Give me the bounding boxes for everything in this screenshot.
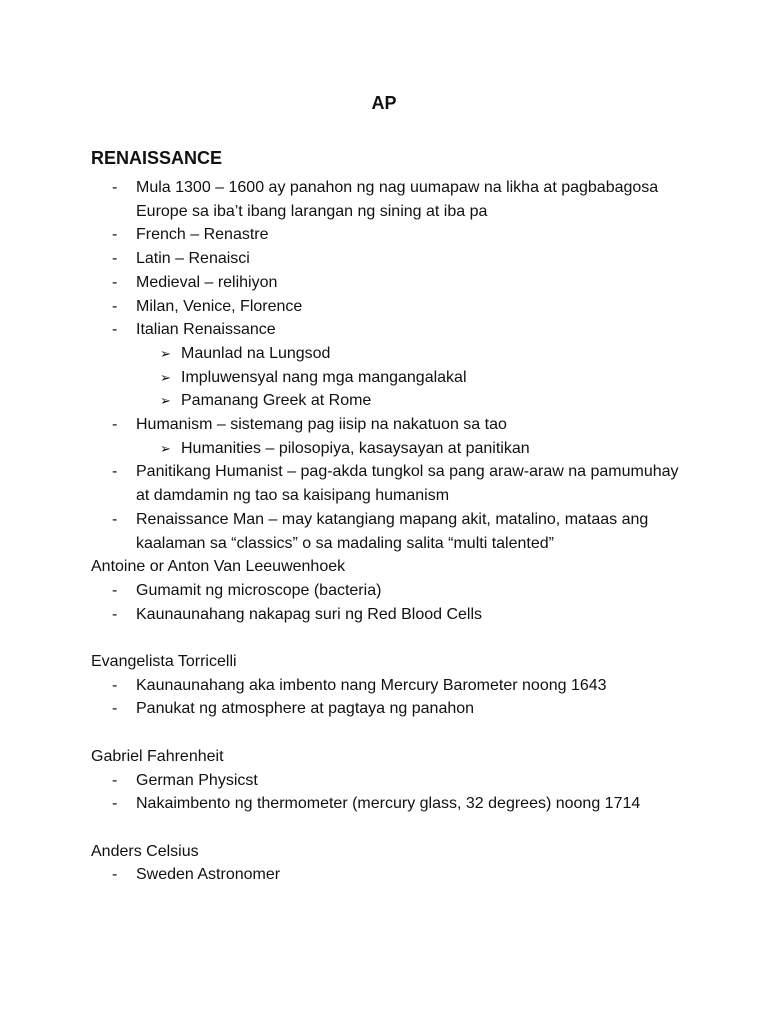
list-item [91,460,691,507]
list-item [91,318,691,342]
list-item [91,413,691,437]
list-item-text: Humanism – sistemang pag iisip na nakatuon sa tao [136,416,507,434]
list-item-text: Nakaimbento ng thermometer (mercury glass, 32 degrees) noong 1714 [136,795,641,813]
sub-list-item-text: Humanities – pilosopiya, kasaysayan at panitikan [181,439,530,457]
arrow-bullet-icon: ➢ [160,369,171,385]
list-item-text: Medieval – relihiyon [136,273,278,291]
spacer [91,816,691,840]
dash-bullet: - [112,273,118,291]
dash-bullet: - [112,250,118,268]
list-item [91,863,691,887]
document-content [91,176,691,887]
dash-bullet: - [112,297,118,315]
list-item [91,697,691,721]
list-item-text: Gumamit ng microscope (bacteria) [136,581,382,599]
list-item [91,508,691,555]
sub-list-item-text: Impluwensyal nang mga mangangalakal [181,368,467,386]
person-name: Evangelista Torricelli [91,653,237,671]
list-item-text: Latin – Renaisci [136,250,250,268]
arrow-bullet-icon: ➢ [160,393,171,409]
list-item [91,674,691,698]
arrow-bullet-icon: ➢ [160,345,171,361]
list-item [91,579,691,603]
dash-bullet: - [112,321,118,339]
dash-bullet: - [112,866,118,884]
list-item-text: German Physicst [136,771,258,789]
person-name: Gabriel Fahrenheit [91,747,224,765]
list-item-text: Panitikang Humanist – pag-akda tungkol sa pang araw-araw na pamumuhay at damdamin ng tao sa kaisipang humanism [136,463,679,505]
list-item-text: Renaissance Man – may katangiang mapang akit, matalino, mataas ang kaalaman sa “classics” o sa madaling salita “multi talented” [136,510,649,552]
list-item-text: French – Renastre [136,226,269,244]
list-item-text: Kaunaunahang nakapag suri ng Red Blood Cells [136,605,483,623]
list-item-text: Panukat ng atmosphere at pagtaya ng panahon [136,700,475,718]
dash-bullet: - [112,605,118,623]
dash-bullet: - [112,463,118,481]
person-name: Anders Celsius [91,842,199,860]
list-item [91,769,691,793]
section-heading: RENAISSANCE [91,148,223,168]
list-item-text: Milan, Venice, Florence [136,297,303,315]
list-item-text: Kaunaunahang aka imbento nang Mercury Barometer noong 1643 [136,676,607,694]
dash-bullet: - [112,700,118,718]
dash-bullet: - [112,795,118,813]
person-name: Antoine or Anton Van Leeuwenhoek [91,558,346,576]
list-item [91,295,691,319]
list-item [91,247,691,271]
sub-list-item [91,437,691,461]
sub-list-item-text: Maunlad na Lungsod [181,344,331,362]
arrow-bullet-icon: ➢ [160,440,171,456]
list-item-text: Sweden Astronomer [136,866,281,884]
list-item [91,271,691,295]
dash-bullet: - [112,226,118,244]
dash-bullet: - [112,581,118,599]
list-item [91,603,691,627]
sub-list-item [91,366,691,390]
list-item [91,223,691,247]
spacer [91,721,691,745]
list-item [91,176,691,223]
sub-list-item-text: Pamanang Greek at Rome [181,392,372,410]
spacer [91,626,691,650]
dash-bullet: - [112,179,118,196]
dash-bullet: - [112,771,118,789]
list-item-text: Mula 1300 – 1600 ay panahon ng nag uumapaw na likha at pagbabagosa Europe sa iba’t ibang larangan ng sining at iba pa [136,179,659,220]
dash-bullet: - [112,676,118,694]
page-title: AP [371,93,397,113]
sub-list-item [91,389,691,413]
dash-bullet: - [112,416,118,434]
list-item-text: Italian Renaissance [136,321,276,339]
dash-bullet: - [112,510,118,528]
sub-list-item [91,342,691,366]
list-item [91,792,691,816]
